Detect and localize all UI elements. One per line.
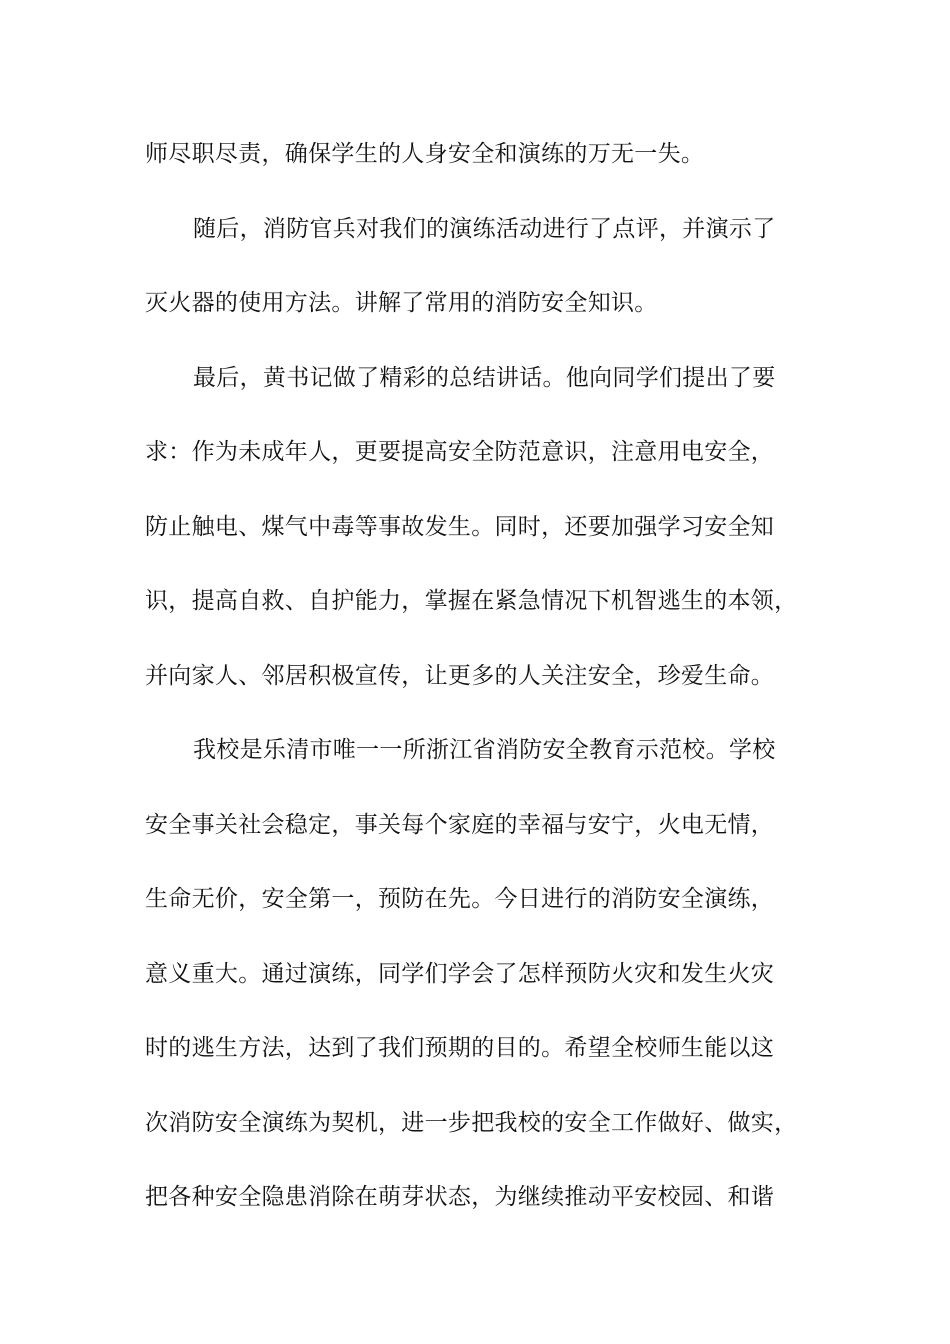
text-line: 最后，黄书记做了精彩的总结讲话。他向同学们提出了要 — [193, 364, 776, 391]
text-line: 识，提高自救、自护能力，掌握在紧急情况下机智逃生的本领， — [145, 588, 798, 614]
text-line: 意义重大。通过演练，同学们学会了怎样预防火灾和发生火灾 — [145, 960, 775, 987]
body-text — [145, 128, 835, 1246]
text-line: 求：作为未成年人，更要提高安全防范意识，注意用电安全， — [145, 439, 775, 465]
text-line: 次消防安全演练为契机，进一步把我校的安全工作做好、做实， — [145, 1109, 798, 1136]
text-line: 安全事关社会稳定，事关每个家庭的幸福与安宁，火电无情， — [145, 811, 775, 838]
text-line: 随后，消防官兵对我们的演练活动进行了点评，并演示了 — [193, 215, 776, 242]
text-line: 灭火器的使用方法。讲解了常用的消防安全知识。 — [145, 290, 658, 316]
text-line: 时的逃生方法，达到了我们预期的目的。希望全校师生能以这 — [145, 1035, 775, 1061]
text-line: 生命无价，安全第一，预防在先。今日进行的消防安全演练， — [145, 886, 775, 912]
text-line: 防止触电、煤气中毒等事故发生。同时，还要加强学习安全知 — [145, 513, 775, 540]
text-line: 师尽职尽责，确保学生的人身安全和演练的万无一失。 — [145, 141, 705, 167]
text-line: 我校是乐清市唯一一所浙江省消防安全教育示范校。学校 — [193, 737, 776, 763]
text-line: 并向家人、邻居积极宣传，让更多的人关注安全，珍爱生命。 — [145, 662, 775, 689]
text-line: 把各种安全隐患消除在萌芽状态，为继续推动平安校园、和谐 — [145, 1184, 775, 1210]
